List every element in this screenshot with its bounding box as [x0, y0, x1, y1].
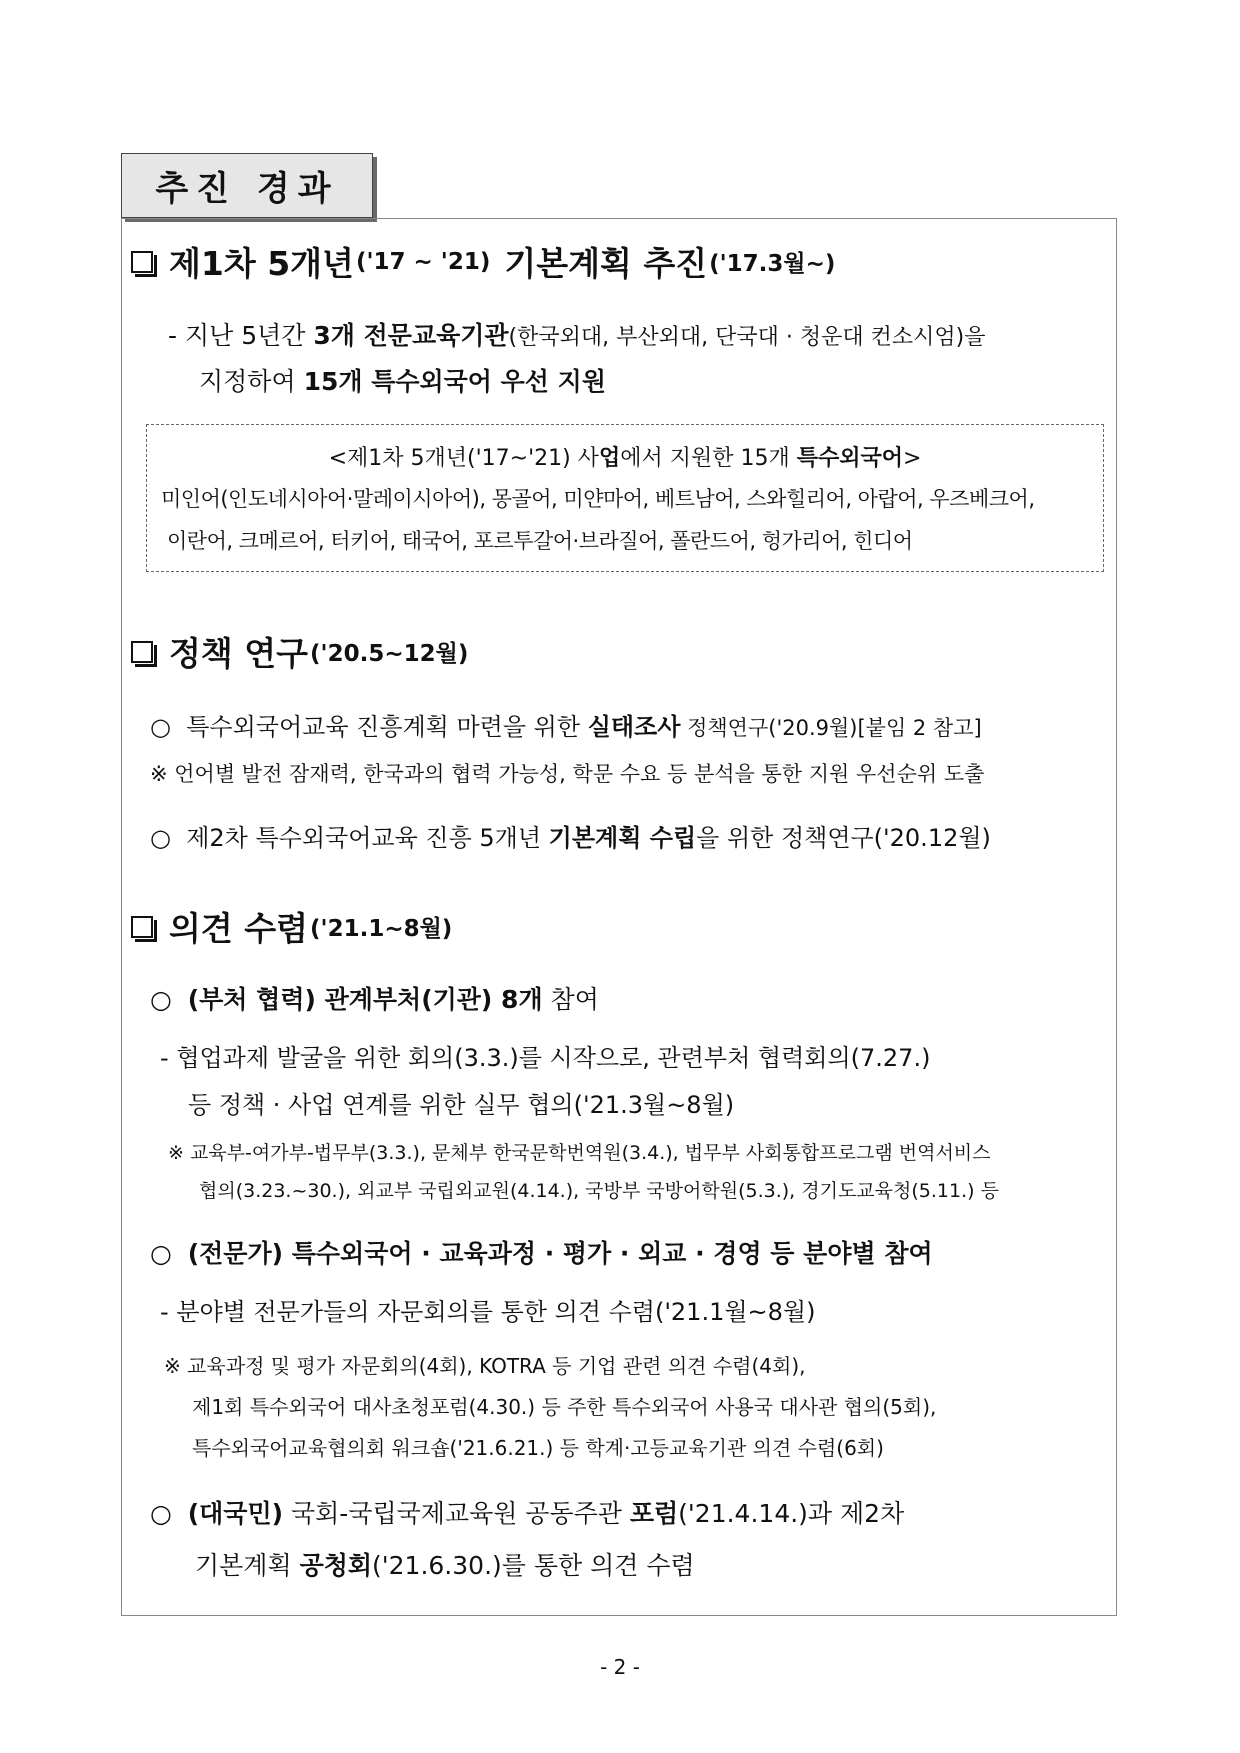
section-2-period: ('20.5~12월): [310, 641, 469, 667]
section-2-item-1: [150, 707, 982, 742]
dash-marker: -: [160, 1044, 169, 1072]
section-3-item-1: [150, 980, 599, 1016]
item-text: 을 위한 정책연구('20.12월): [696, 824, 991, 852]
checkbox-square-icon: [131, 251, 153, 273]
item-text: 기본계획: [195, 1551, 300, 1580]
item-bold-text: (부처 협력) 관계부처(기관) 8개: [187, 985, 543, 1014]
section-3-sub-1-line-1: [160, 1038, 930, 1073]
section-3-note-1-line-1: ※ 교육부-여가부-법무부(3.3.), 문체부 한국문학번역원(3.4.), 법무부 사회통합프로그램 번역서비스: [168, 1142, 991, 1164]
section-heading-1: [131, 238, 835, 285]
item-text: 특수외국어교육 진흥계획 마련을 위한: [186, 713, 588, 741]
item-bold-text: 공청회: [299, 1551, 373, 1580]
section-2-item-2: [150, 818, 991, 853]
checkbox-square-icon: [131, 916, 153, 938]
item-text: 정책연구('20.9월)[붙임 2 참고]: [680, 716, 982, 740]
checkbox-square-icon: [131, 641, 153, 663]
section-1-period-2: ('17.3월~): [709, 251, 836, 277]
section-3-item-2: [150, 1234, 933, 1270]
item-text: 국회-국립국제교육원 공동주관: [283, 1499, 630, 1528]
section-title: 추진 경과: [155, 169, 339, 209]
item-bold-text: 포럼: [629, 1499, 679, 1528]
item-text: 참여: [542, 985, 599, 1014]
section-3-period: ('21.1~8월): [310, 916, 453, 942]
section-1-bullet-line-2: [199, 362, 606, 398]
section-3-item-3-line-1: [150, 1494, 904, 1530]
section-3-note-1-line-2: 협의(3.23.~30.), 외교부 국립외교원(4.14.), 국방부 국방어학원(5.3.), 경기도교육청(5.11.) 등: [199, 1180, 999, 1202]
section-3-item-3-line-2: [195, 1546, 695, 1582]
circle-marker: ○: [150, 713, 171, 741]
item-text: ('21.4.14.)과 제2차: [678, 1499, 905, 1528]
box-line-2: 이란어, 크메르어, 터키어, 태국어, 포르투갈어·브라질어, 폴란드어, 헝가리어, 힌디어: [167, 529, 913, 553]
section-title-tab: [121, 153, 373, 218]
box-title: [147, 441, 1103, 472]
section-1-title-2: 기본계획 추진: [504, 244, 708, 283]
section-3-note-2-line-2: 제1회 특수외국어 대사초청포럼(4.30.) 등 주한 특수외국어 사용국 대사관 협의(5회),: [192, 1395, 937, 1419]
dash-marker: -: [160, 1298, 169, 1326]
sub-text: 분야별 전문가들의 자문회의를 통한 의견 수렴('21.1월~8월): [176, 1298, 816, 1326]
section-3-note-2-line-3: 특수외국어교육협의회 워크숍('21.6.21.) 등 학계·고등교육기관 의견 수렴(6회): [192, 1436, 884, 1460]
sub-text: 협업과제 발굴을 위한 회의(3.3.)를 시작으로, 관련부처 협력회의(7.27.): [176, 1044, 931, 1072]
section-1-bullet-line-1: [168, 316, 985, 352]
bullet-text: 지정하여: [199, 367, 304, 396]
circle-marker: ○: [150, 1239, 172, 1268]
circle-marker: ○: [150, 824, 171, 852]
section-heading-3: [131, 903, 452, 950]
bullet-text: (한국외대, 부산외대, 단국대 · 청운대 컨소시엄)을: [508, 325, 986, 350]
section-2-note-1: ※ 언어별 발전 잠재력, 한국과의 협력 가능성, 학문 수요 등 분석을 통한 지원 우선순위 도출: [150, 762, 985, 786]
item-bold-text: (대국민): [187, 1499, 284, 1528]
supported-languages-box: [146, 424, 1104, 572]
section-1-period: ('17 ~ '21): [355, 248, 491, 275]
item-text: 제2차 특수외국어교육 진흥 5개년: [186, 824, 549, 852]
item-bold-text: 실태조사: [587, 713, 681, 741]
section-3-sub-2: [160, 1292, 815, 1327]
section-1-title: 제1차 5개년: [169, 244, 354, 283]
box-title-text: >: [902, 446, 922, 471]
section-2-title: 정책 연구: [169, 634, 309, 673]
item-bold-text: 기본계획 수립: [548, 824, 697, 852]
box-line-1: 미인어(인도네시아어·말레이시아어), 몽골어, 미얀마어, 베트남어, 스와힐리어, 아랍어, 우즈베크어,: [161, 487, 1035, 511]
bullet-bold-text: 3개 전문교육기관: [313, 321, 509, 350]
section-3-note-2-line-1: ※ 교육과정 및 평가 자문회의(4회), KOTRA 등 기업 관련 의견 수렴(4회),: [164, 1354, 806, 1378]
box-title-text: 에서 지원한 15개: [620, 446, 797, 471]
item-text: ('21.6.30.)를 통한 의견 수렴: [372, 1551, 695, 1580]
box-title-bold: 특수외국어: [796, 446, 903, 471]
section-heading-2: [131, 628, 468, 675]
page-number: - 2 -: [600, 1655, 640, 1679]
box-title-bold: 업: [598, 446, 621, 471]
box-title-text: <제1차 5개년('17~'21) 사: [328, 446, 599, 471]
circle-marker: ○: [150, 985, 172, 1014]
circle-marker: ○: [150, 1499, 172, 1528]
section-3-title: 의견 수렴: [169, 909, 309, 948]
item-bold-text: (전문가) 특수외국어 · 교육과정 · 평가 · 외교 · 경영 등 분야별 참여: [187, 1239, 933, 1268]
bullet-text: 지난 5년간: [184, 321, 314, 350]
bullet-bold-text: 15개 특수외국어 우선 지원: [303, 367, 606, 396]
dash-marker: -: [168, 321, 178, 350]
section-3-sub-1-line-2: 등 정책 · 사업 연계를 위한 실무 협의('21.3월~8월): [188, 1091, 735, 1119]
